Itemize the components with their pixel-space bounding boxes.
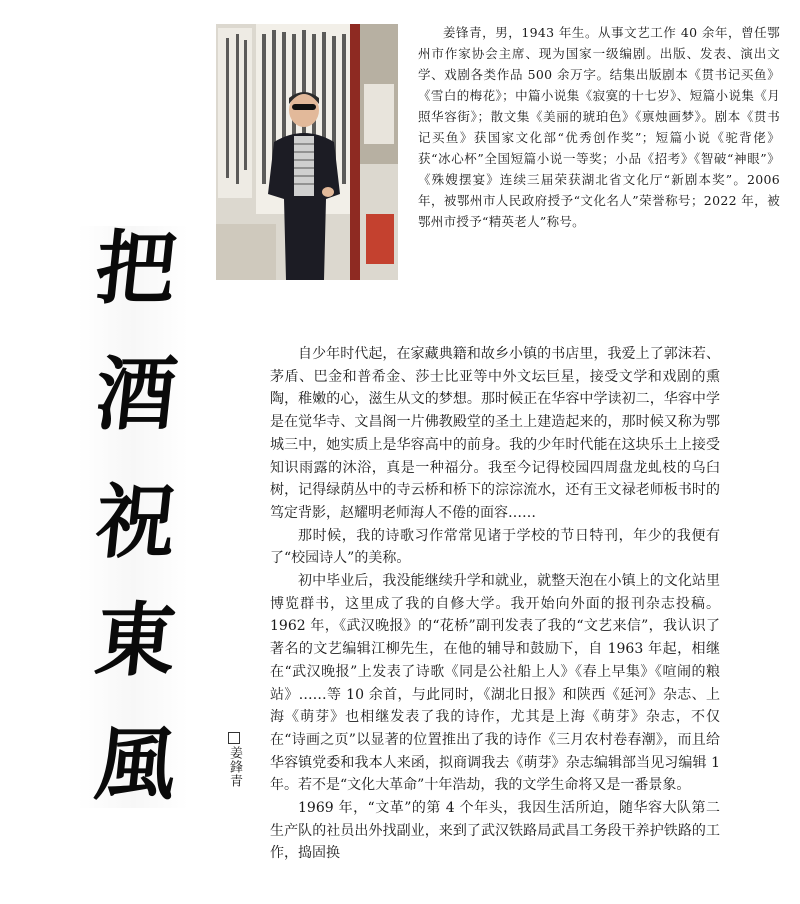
title-char-4: 東 xyxy=(91,593,181,687)
author-bio: 姜锋青，男，1943 年生。从事文艺工作 40 余年，曾任鄂州市作家协会主席、现为国家一级编剧。出版、发表、演出文学、戏剧各类作品 500 余万字。结集出版剧本《贯书记买鱼》《雪白的梅花》；中篇小说集《寂寞的十七岁》、短篇小说集《月照华容街》；散文集《美丽的琥珀色》《禀烛画梦》。剧本《贯书记买鱼》获国家文化部“优秀创作奖”；短篇小说《驼背佬》获“冰心杯”全国短篇小说一等奖；小品《招考》《智破“神眼”》《殊嫂摆宴》连续三届荣获湖北省文化厅“新剧本奖”。2006 年，被鄂州市人民政府授予“文化名人”荣誉称号；2022 年，被鄂州市授予“精英老人”称号。 xyxy=(418,25,780,229)
byline-box-icon xyxy=(228,732,240,744)
paragraph: 1969 年，“文革”的第 4 个年头，我因生活所迫，随华容大队第二生产队的社员出外找副业，来到了武汉铁路局武昌工务段干养护铁路的工作，捣固换 xyxy=(270,800,720,862)
title-char-1: 把 xyxy=(91,221,181,315)
author-photo xyxy=(216,24,398,280)
paragraph: 初中毕业后，我没能继续升学和就业，就整天泡在小镇上的文化站里博览群书，这里成了我的自修大学。我开始向外面的报刊杂志投稿。1962 年，《武汉晚报》的“花桥”副刊发表了我的“文艺来信”，我认识了著名的文艺编辑江柳先生，在他的辅导和鼓励下，自 1963 年起，相继在“武汉晚报”上发表了诗歌《同是公社船上人》《春上早集》《喧闹的粮站》……等 10 余首，与此同时，《湖北日报》和陕西《延河》杂志、上海《萌芽》也相继发表了我的诗作，尤其是上海《萌芽》杂志，不仅在“诗画之页”以显著的位置推出了我的诗作《三月农村卷春潮》，而且给华容镇党委和我本人来函，拟商调我去《萌芽》杂志编辑部当见习编辑 1 年。若不是“文化大革命”十年浩劫，我的文学生命将又是一番景象。 xyxy=(270,573,720,794)
article-body xyxy=(270,343,720,865)
title-char-3: 祝 xyxy=(91,475,181,569)
title-char-2: 酒 xyxy=(91,347,181,441)
paragraph: 那时候，我的诗歌习作常常见诸于学校的节日特刊，年少的我便有了“校园诗人”的美称。 xyxy=(270,527,720,567)
author-name: 姜鋒青 xyxy=(227,746,242,788)
paragraph: 自少年时代起，在家藏典籍和故乡小镇的书店里，我爱上了郭沫若、茅盾、巴金和普希金、莎士比亚等中外文坛巨星，接受文学和戏剧的熏陶，稚嫩的心，滋生从文的梦想。那时候正在华容中学读初二，华容中学是在觉华寺、文昌阁一片佛教殿堂的圣土上建造起来的，那时候又称为鄂城三中，她实质上是华容高中的前身。我的少年时代能在这块乐土上接受知识雨露的沐浴，真是一种福分。我至今记得校园四周盘龙虬枝的乌臼树，记得绿荫丛中的寺云桥和桥下的淙淙流水，还有王文禄老师板书时的笃定背影，赵耀明老师海人不倦的面容…… xyxy=(270,346,720,521)
title-char-5: 風 xyxy=(91,717,181,811)
author-byline xyxy=(222,732,242,788)
